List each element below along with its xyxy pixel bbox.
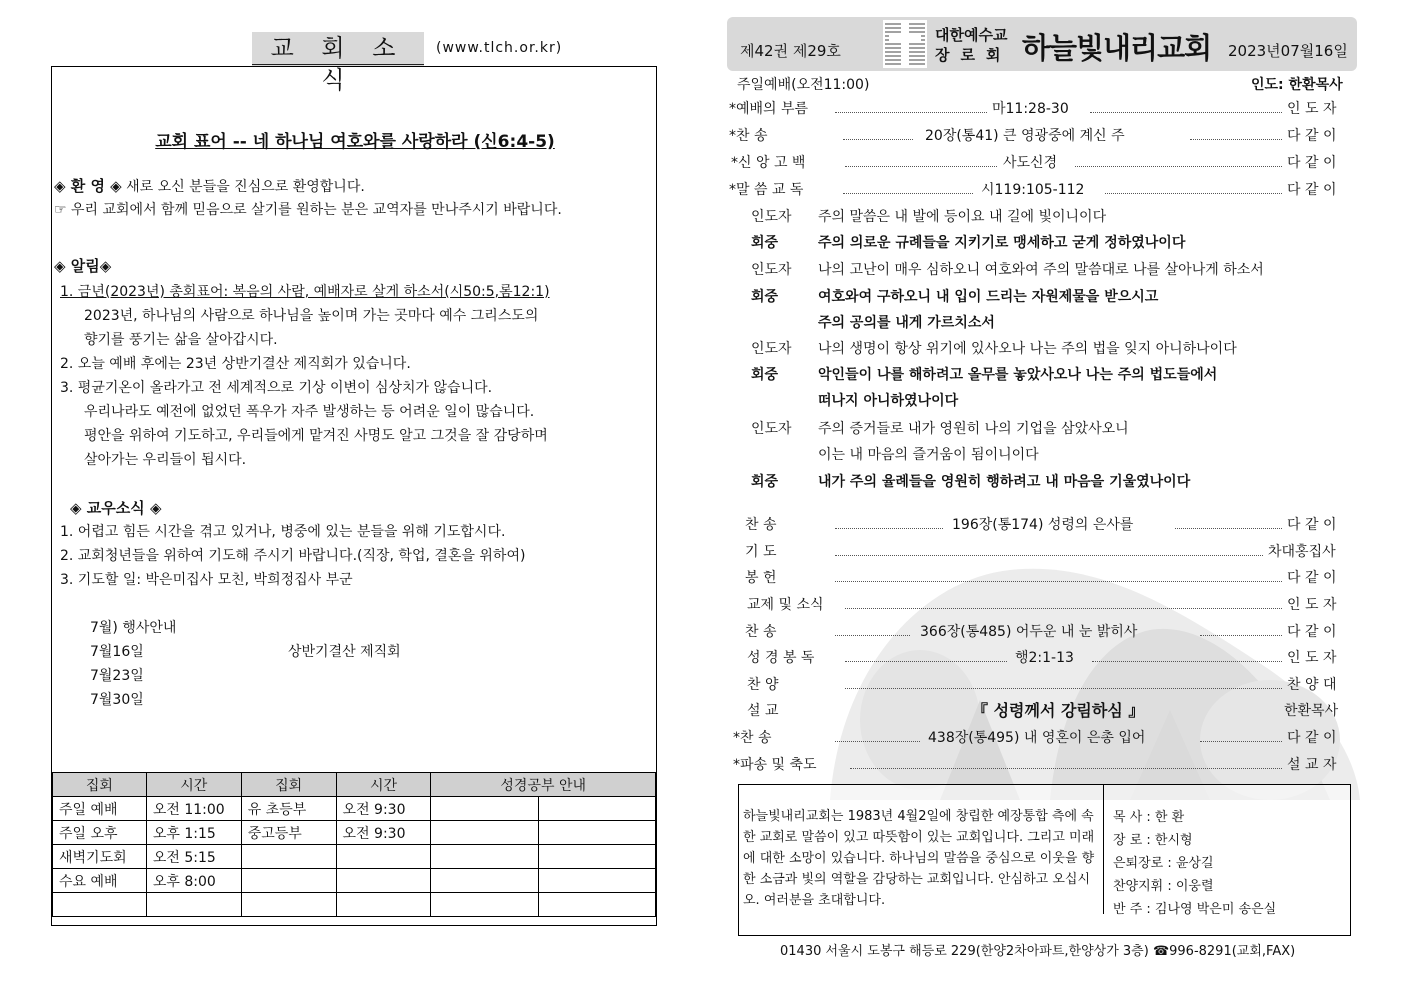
- leader-dots: [845, 661, 1007, 662]
- cell: [431, 821, 539, 845]
- welcome-note: ☞ 우리 교회에서 함께 믿음으로 살기를 원하는 분은 교역자를 만나주시기 바랍니다.: [54, 202, 562, 218]
- order-item: *신 앙 고 백: [731, 155, 806, 171]
- staff-pastor: 목 사 : 한 환: [1113, 810, 1185, 825]
- cell: 오전 11:00: [146, 797, 241, 821]
- leader-dots: [1175, 528, 1282, 529]
- reading-text: 나의 고난이 매우 심하오니 여호와여 주의 말씀대로 나를 살아나게 하소서: [818, 262, 1264, 278]
- order-item: 교제 및 소식: [747, 597, 824, 613]
- order-item: 봉 헌: [745, 570, 777, 586]
- service-title: 주일예배(오전11:00): [737, 77, 870, 93]
- order-by: 인 도 자: [1287, 597, 1337, 613]
- leader-dots: [850, 768, 1282, 769]
- leader-dots: [835, 635, 910, 636]
- reading-text: 주의 말씀은 내 발에 등이요 내 길에 빛이니이다: [818, 209, 1107, 225]
- leader-dots: [835, 112, 987, 113]
- denomination-line2: 장로회: [935, 46, 1012, 64]
- news-item: 평안을 위하여 기도하고, 우리들에게 맡겨진 사명도 알고 그것을 잘 감당하며: [84, 428, 548, 444]
- order-by: 찬 양 대: [1287, 677, 1337, 693]
- staff-retired-elder: 은퇴장로 : 윤상길: [1113, 856, 1214, 871]
- background-illustration-icon: [800, 520, 1360, 800]
- order-by: 한환목사: [1284, 703, 1339, 719]
- order-by: 다 같 이: [1287, 128, 1337, 144]
- cell: [431, 893, 539, 917]
- cell: [53, 893, 147, 917]
- leader-dots: [1075, 166, 1282, 167]
- section-title: 교 회 소 식: [252, 32, 424, 67]
- leader-dots: [843, 139, 913, 140]
- news-item: 살아가는 우리들이 됩시다.: [84, 452, 247, 468]
- event-date: 7월23일: [90, 668, 144, 684]
- cell: [431, 869, 539, 893]
- reading-text: 내가 주의 율례들을 영원히 행하려고 내 마음을 기울였나이다: [818, 474, 1191, 490]
- order-item: 설 교: [747, 703, 779, 719]
- cell: [146, 893, 241, 917]
- order-item: *예배의 부름: [729, 101, 809, 117]
- cell: [241, 845, 336, 869]
- event-date: 7월16일: [90, 644, 144, 660]
- reading-role: 회중: [751, 235, 779, 251]
- table-row: [53, 869, 656, 893]
- header-cell: 시간: [146, 773, 241, 797]
- sermon-title: 『 성령께서 강림하심 』: [972, 701, 1145, 720]
- leader-dots: [1190, 139, 1282, 140]
- reading-role: 인도자: [751, 262, 792, 278]
- table-row: [53, 797, 656, 821]
- staff-accompanists: 반 주 : 김나영 박은미 송은실: [1113, 902, 1277, 917]
- schedule-table: [52, 772, 656, 917]
- cell: 수요 예배: [53, 869, 147, 893]
- cell: [539, 845, 656, 869]
- schedule-header-row: [53, 773, 656, 797]
- order-by: 인 도 자: [1287, 650, 1337, 666]
- order-by: 차대홍집사: [1268, 544, 1336, 560]
- reading-text: 떠나지 아니하였나이다: [818, 393, 959, 409]
- reading-role: 인도자: [751, 421, 792, 437]
- leader-dots: [835, 528, 943, 529]
- members-item: 3. 기도할 일: 박은미집사 모친, 박희정집사 부군: [60, 572, 353, 588]
- reading-text: 주의 의로운 규례들을 지키기로 맹세하고 굳게 정하였나이다: [818, 235, 1186, 251]
- reading-text: 나의 생명이 항상 위기에 있사오나 나는 주의 법을 잊지 아니하나이다: [818, 341, 1237, 357]
- cell: [336, 845, 431, 869]
- cell: 중고등부: [241, 821, 336, 845]
- cell: 오후 1:15: [146, 821, 241, 845]
- cell: 오전 9:30: [336, 797, 431, 821]
- reading-text: 주의 공의를 내게 가르치소서: [818, 315, 995, 331]
- members-label: ◈ 교우소식 ◈: [70, 499, 162, 517]
- cell: 새벽기도회: [53, 845, 147, 869]
- leader-dots: [1105, 193, 1282, 194]
- bulletin-date: 2023년07월16일: [1228, 42, 1348, 60]
- reading-text: 여호와여 구하오니 내 입이 드리는 자원제물을 받으시고: [818, 289, 1159, 305]
- cell: 유 초등부: [241, 797, 336, 821]
- order-content: 시119:105-112: [981, 182, 1085, 198]
- reading-role: 회중: [751, 474, 779, 490]
- order-by: 다 같 이: [1287, 730, 1337, 746]
- order-content: 20장(통41) 큰 영광중에 계신 주: [925, 128, 1125, 144]
- events-title: 7월) 행사안내: [90, 620, 177, 636]
- order-item: *찬 송: [733, 730, 772, 746]
- order-item: *찬 송: [729, 128, 768, 144]
- order-by: 다 같 이: [1287, 182, 1337, 198]
- welcome-text: 새로 오신 분들을 진심으로 환영합니다.: [121, 179, 365, 195]
- reading-role: 회중: [751, 289, 779, 305]
- leader-dots: [835, 581, 1282, 582]
- reading-role: 회중: [751, 367, 779, 383]
- header-cell: 성경공부 안내: [431, 773, 656, 797]
- reading-text: 주의 증거들로 내가 영원히 나의 기업을 삼았사오니: [818, 421, 1129, 437]
- church-motto: [52, 127, 658, 152]
- event-date: 7월30일: [90, 692, 144, 708]
- cell: [431, 797, 539, 821]
- order-content: 마11:28-30: [992, 101, 1069, 117]
- order-item: 찬 송: [745, 517, 777, 533]
- motto-text: 교회 표어 -- 네 하나님 여호와를 사랑하라 (신6:4-5): [155, 132, 555, 152]
- staff-elder: 장 로 : 한시형: [1113, 833, 1193, 848]
- leader-dots: [835, 741, 920, 742]
- cell: [539, 869, 656, 893]
- cell: [539, 893, 656, 917]
- news-label: ◈ 알림◈: [54, 257, 112, 275]
- members-item: 1. 어렵고 힘든 시간을 겪고 있거나, 병중에 있는 분들을 위해 기도합시다.: [60, 524, 506, 540]
- staff-choir-director: 찬양지휘 : 이웅렬: [1113, 879, 1214, 894]
- cell: [336, 869, 431, 893]
- table-row: [53, 821, 656, 845]
- reading-role: 인도자: [751, 209, 792, 225]
- welcome-line: [54, 175, 365, 196]
- order-item: 성 경 봉 독: [747, 650, 815, 666]
- cell: [336, 893, 431, 917]
- reading-text: 이는 내 마음의 즐거움이 됨이니이다: [818, 447, 1039, 463]
- leader-dots: [1200, 741, 1282, 742]
- order-by: 설 교 자: [1287, 757, 1337, 773]
- cell: 오후 8:00: [146, 869, 241, 893]
- cell: [539, 797, 656, 821]
- leader-dots: [1092, 661, 1282, 662]
- order-by: 다 같 이: [1287, 155, 1337, 171]
- order-by: 다 같 이: [1287, 570, 1337, 586]
- order-by: 인 도 자: [1287, 101, 1337, 117]
- order-item: *말 씀 교 독: [729, 182, 804, 198]
- info-divider: [1103, 784, 1104, 914]
- header-cell: 시간: [336, 773, 431, 797]
- news-item: 우리나라도 예전에 없었던 폭우가 자주 발생하는 등 어려운 일이 많습니다.: [84, 404, 535, 420]
- order-by: 다 같 이: [1287, 624, 1337, 640]
- cell: [241, 869, 336, 893]
- denomination-line1: 대한예수교: [935, 26, 1008, 44]
- cell: [539, 821, 656, 845]
- order-item: 찬 송: [745, 624, 777, 640]
- reading-role: 인도자: [751, 341, 792, 357]
- order-content: 196장(통174) 성령의 은사를: [952, 517, 1134, 533]
- cell: 주일 예배: [53, 797, 147, 821]
- order-by: 다 같 이: [1287, 517, 1337, 533]
- order-content: 행2:1-13: [1015, 650, 1074, 666]
- welcome-label: ◈ 환 영 ◈: [54, 177, 122, 195]
- leader-dots: [835, 555, 1263, 556]
- news-item: 2. 오늘 예배 후에는 23년 상반기결산 제직회가 있습니다.: [60, 356, 411, 372]
- leader-dots: [845, 166, 997, 167]
- order-item: *파송 및 축도: [733, 757, 817, 773]
- church-logo-icon: [883, 20, 927, 68]
- website-link[interactable]: (www.tlch.or.kr): [436, 40, 563, 56]
- news-item: 1. 금년(2023년) 총회표어: 복음의 사람, 예배자로 살게 하소서(시50:5,롬12:1): [60, 284, 550, 300]
- order-item: 기 도: [745, 544, 777, 560]
- cell: [431, 845, 539, 869]
- order-item: 찬 양: [747, 677, 779, 693]
- church-address: 01430 서울시 도봉구 해등로 229(한양2차아파트,한양상가 3층) ☎996-8291(교회,FAX): [780, 944, 1296, 959]
- cell: 오전 9:30: [336, 821, 431, 845]
- leader-dots: [845, 608, 1282, 609]
- order-content: 366장(통485) 어두운 내 눈 밝히사: [920, 624, 1138, 640]
- order-content: 사도신경: [1003, 155, 1058, 171]
- reading-text: 악인들이 나를 해하려고 올무를 놓았사오나 나는 주의 법도들에서: [818, 367, 1218, 383]
- church-news-box: [51, 66, 657, 926]
- church-name: 하늘빛내리교회: [1022, 31, 1212, 65]
- news-item: 2023년, 하나님의 사람으로 하나님을 높이며 가는 곳마다 예수 그리스도의: [84, 308, 539, 324]
- header-cell: 집회: [241, 773, 336, 797]
- news-item: 3. 평균기온이 올라가고 전 세계적으로 기상 이변이 심상치가 않습니다.: [60, 380, 493, 396]
- order-content: 438장(통495) 내 영혼이 은총 입어: [928, 730, 1146, 746]
- event-desc: 상반기결산 제직회: [288, 644, 401, 660]
- issue-number: 제42권 제29호: [740, 42, 841, 60]
- service-leader: 인도: 한환목사: [1251, 77, 1343, 93]
- leader-dots: [1090, 112, 1282, 113]
- cell: 오전 5:15: [146, 845, 241, 869]
- leader-dots: [845, 688, 1282, 689]
- table-row: [53, 845, 656, 869]
- news-item: 향기를 풍기는 삶을 살아갑시다.: [84, 332, 278, 348]
- cell: 주일 오후: [53, 821, 147, 845]
- members-item: 2. 교회청년들을 위하여 기도해 주시기 바랍니다.(직장, 학업, 결혼을 위하여): [60, 548, 526, 564]
- table-row: [53, 893, 656, 917]
- leader-dots: [1200, 635, 1282, 636]
- church-introduction: 하늘빛내리교회는 1983년 4월2일에 창립한 예장통합 측에 속한 교회로 말씀이 있고 따뜻함이 있는 교회입니다. 그리고 미래에 대한 소망이 있습니다. 하나님의 말씀을 중심으로 이웃을 향한 소금과 빛의 역할을 감당하는 교회입니다. 안심하고 오십시오. 여러분을 초대합니다.: [743, 809, 1095, 908]
- leader-dots: [843, 193, 973, 194]
- header-cell: 집회: [53, 773, 147, 797]
- cell: [241, 893, 336, 917]
